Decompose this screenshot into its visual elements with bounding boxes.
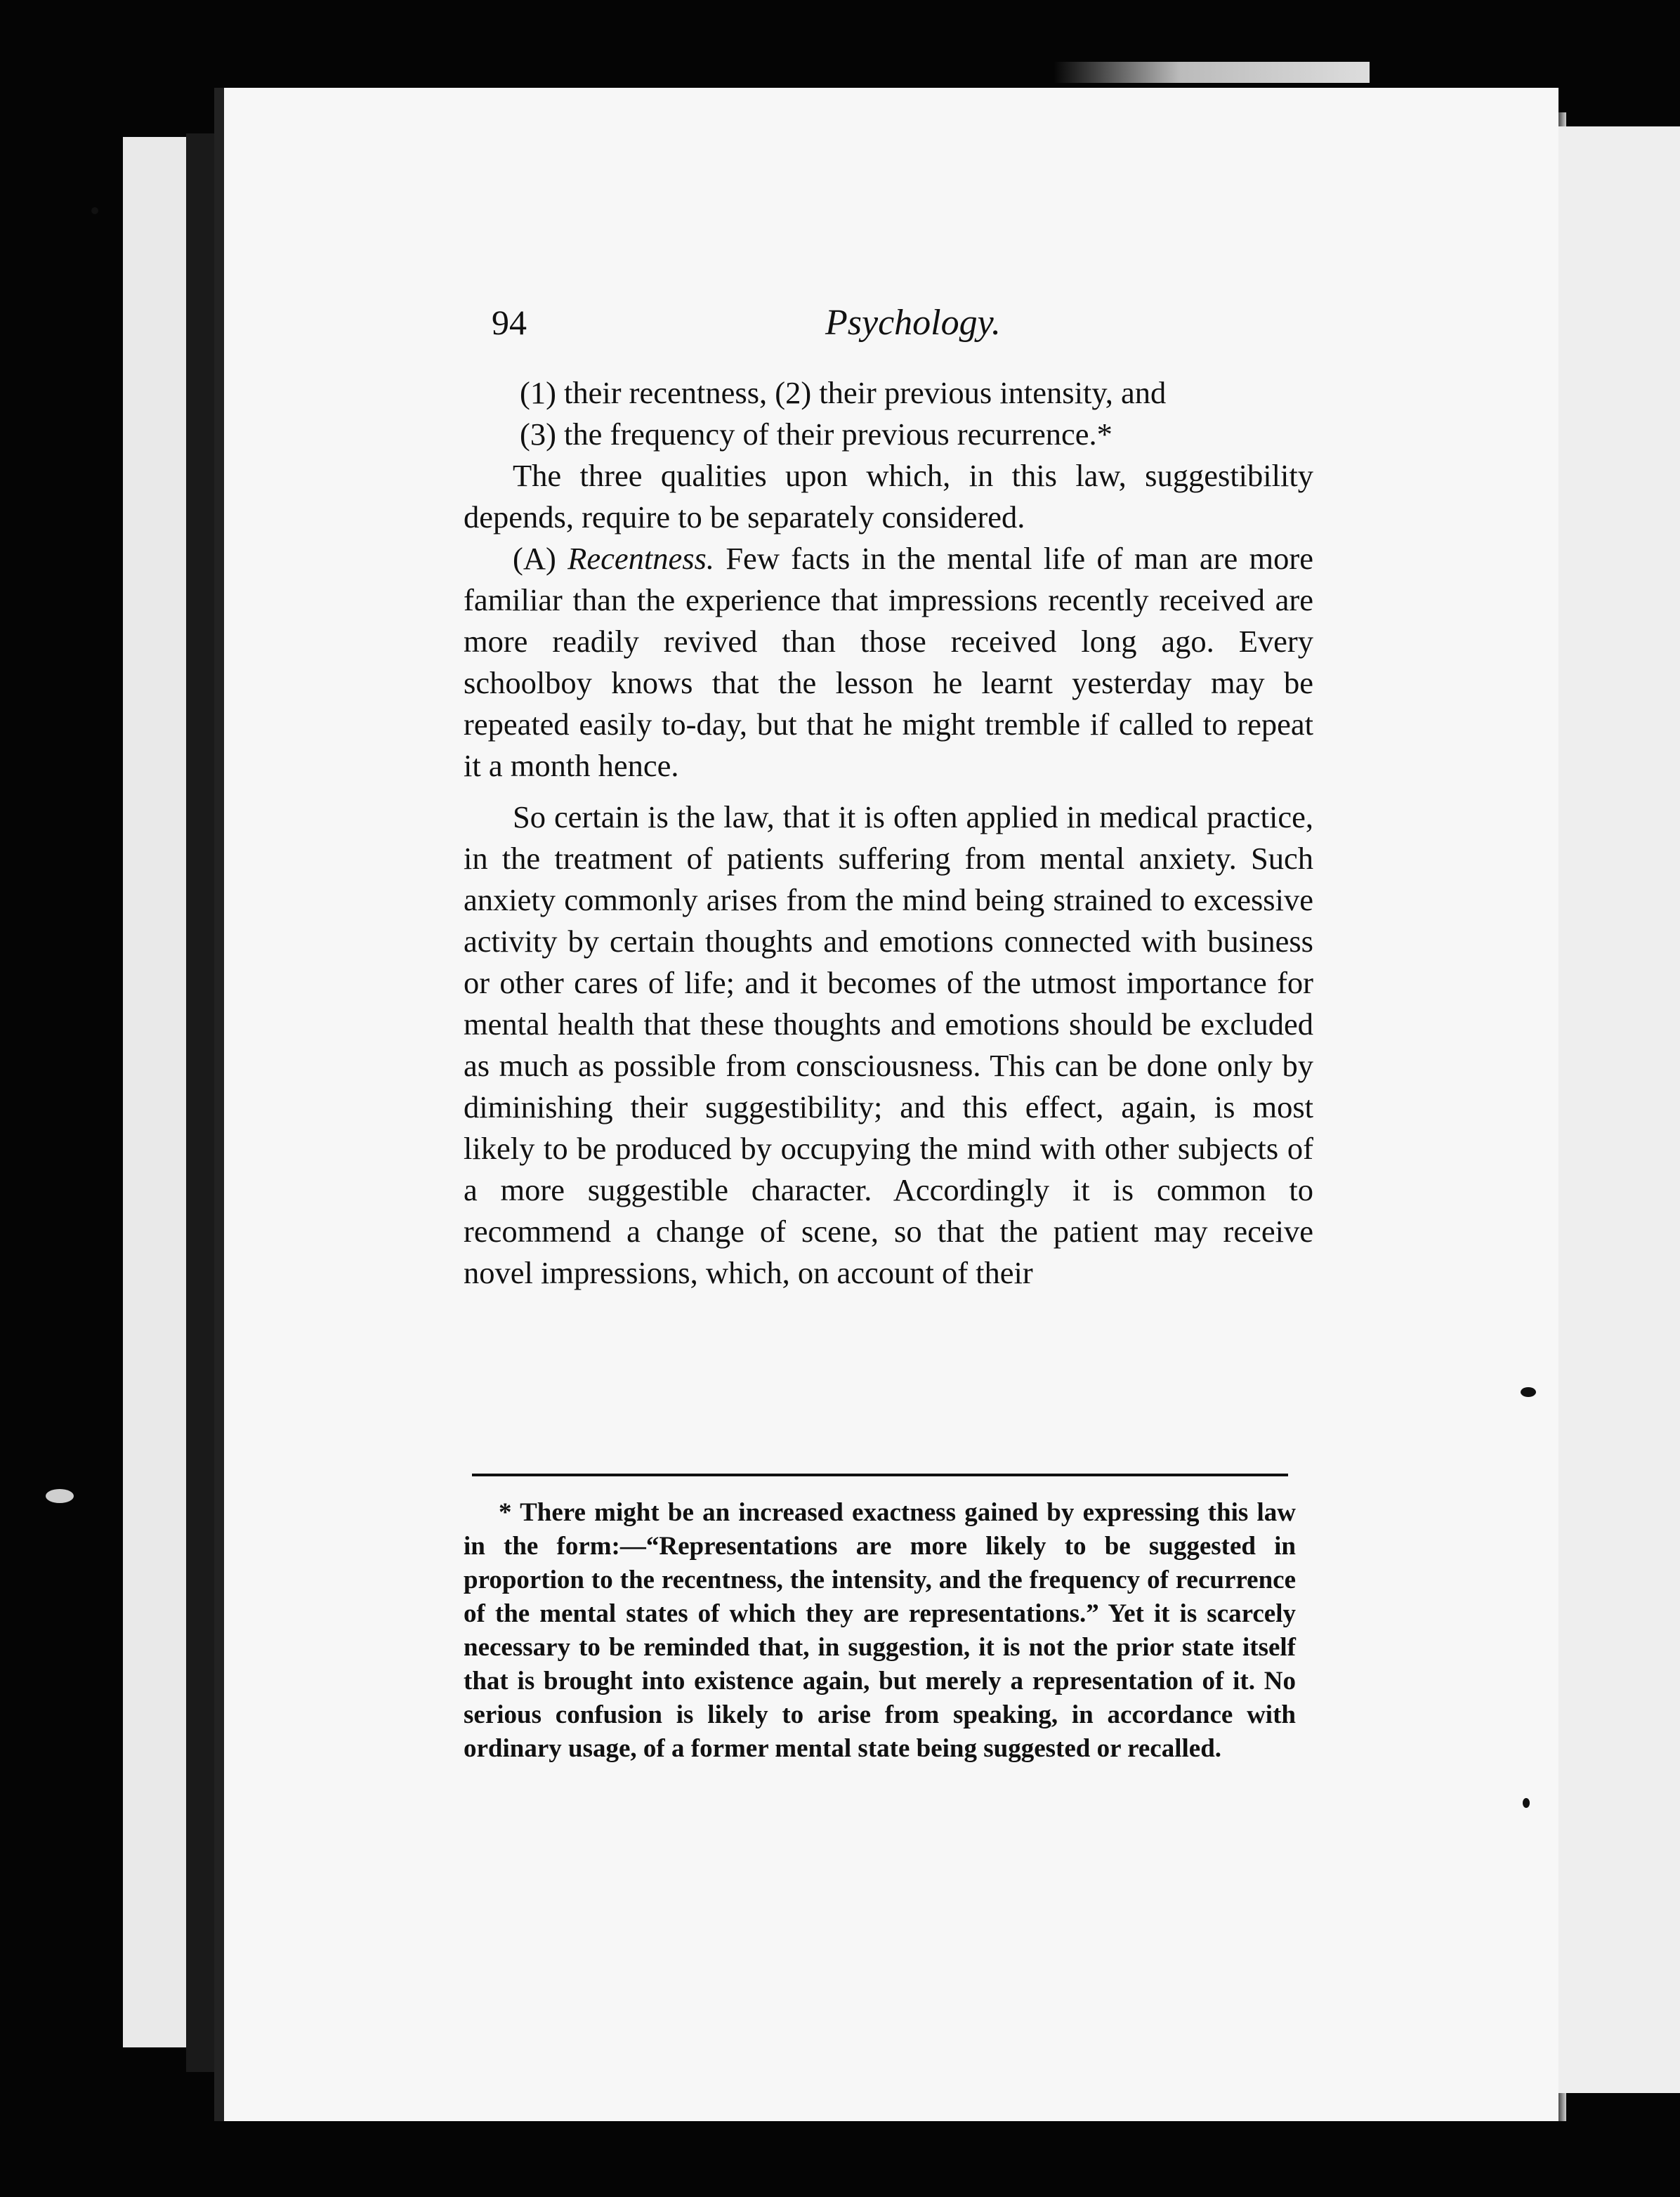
law-item-2: (3) the frequency of their previous recurrence.* [520, 417, 1113, 452]
book-spine-shadow [186, 133, 214, 2072]
page-number: 94 [492, 303, 527, 342]
footnote [464, 1496, 1296, 1766]
scan-artifact [1054, 62, 1370, 83]
left-page-edge [123, 137, 186, 2047]
footnote-rule [472, 1474, 1288, 1476]
ink-speck [91, 207, 98, 214]
ink-speck [1523, 1798, 1530, 1808]
section-label: (A) [513, 541, 556, 576]
section-heading: Recentness. [567, 541, 714, 576]
paragraph-recentness-text: Few facts in the mental life of man are more familiar than the experience that impressions recently received are more readily revived than those received long ago. Every schoolboy knows that the lesson he learnt yesterday may be repeated easily to-day, but that he might tremble if called to repeat it a month hence. [464, 541, 1313, 783]
paragraph-medical-practice: So certain is the law, that it is often applied in medical practice, in the treatment of patients suffering from mental anxiety. Such anxiety commonly arises from the mind being strained to excessive activity by certain thoughts and emotions connected with business or other cares of life; and it becomes of the utmost importance for mental health that these thoughts and emotions should be excluded as much as possible from consciousness. This can be done only by diminishing their suggestibility; and this effect, again, is most likely to be produced by occupying the mind with other subjects of a more suggestible character. Accordingly it is common to recommend a change of scene, so that the patient may receive novel impressions, which, on account of their [464, 799, 1313, 1290]
right-page-edge [1552, 126, 1680, 2093]
footnote-text: * There might be an increased exactness gained by expressing this law in the form:—“Representations are more likely to be suggested in proportion to the recentness, the intensity, and the frequency of recurrence of the mental states of which they are representations.” Yet it is scarcely necessary to be reminded that, in suggestion, it is not the prior state itself that is brought into existence again, but merely a representation of it. No serious confusion is likely to arise from speaking, in accordance with ordinary usage, of a former mental state being suggested or recalled. [464, 1498, 1296, 1763]
running-head [492, 302, 1011, 351]
law-item-1: (1) their recentness, (2) their previous intensity, and [520, 375, 1167, 410]
body-text [464, 372, 1313, 1294]
ink-speck [1521, 1387, 1536, 1397]
paragraph-recentness [464, 538, 1313, 787]
ink-speck [46, 1489, 74, 1503]
paragraph-qualities: The three qualities upon which, in this law, suggestibility depends, require to be separately considered. [464, 458, 1313, 535]
running-title: Psychology. [825, 303, 1001, 343]
